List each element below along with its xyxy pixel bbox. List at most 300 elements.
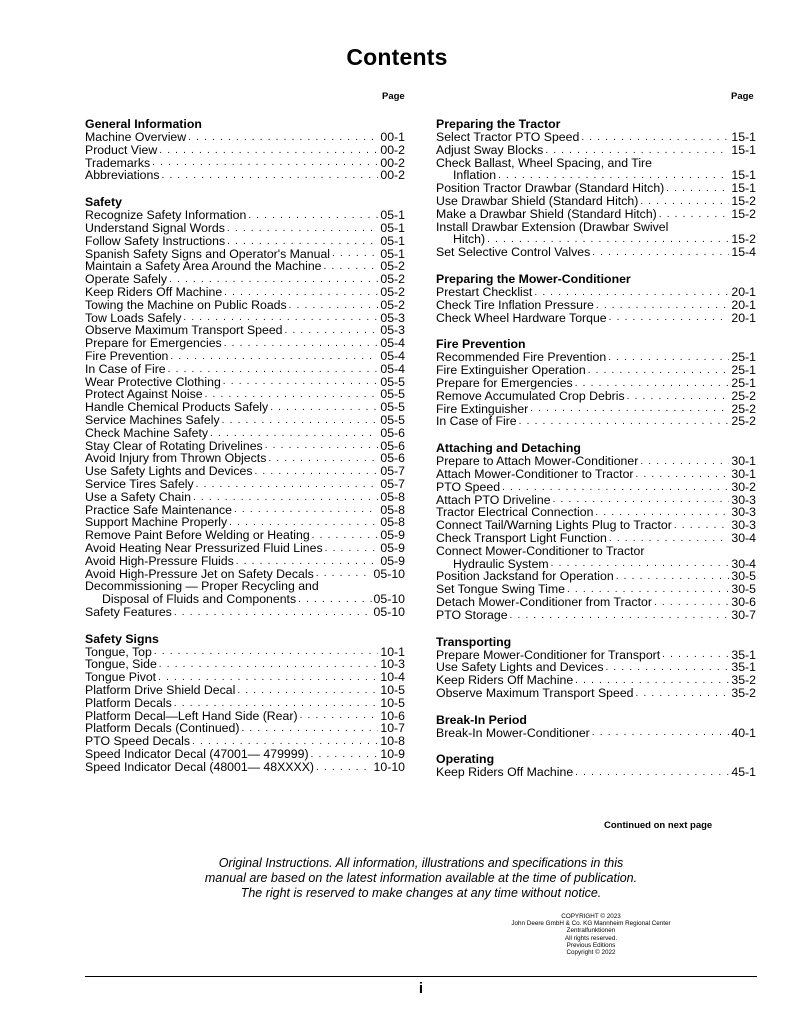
section-title: Preparing the Tractor — [436, 117, 561, 131]
entry-page: 05-1 — [380, 246, 405, 261]
entry-title: Prepare for Emergencies — [85, 336, 222, 351]
toc-entry[interactable] — [436, 286, 756, 299]
entry-page: 25-2 — [731, 401, 756, 416]
toc-entry[interactable] — [85, 350, 405, 363]
dot-leader — [640, 456, 729, 468]
entry-page: 00-2 — [380, 142, 405, 157]
toc-entry[interactable] — [436, 390, 756, 403]
toc-section — [436, 753, 756, 779]
entry-page: 05-5 — [380, 400, 405, 415]
toc-entry[interactable] — [436, 609, 756, 622]
dot-leader — [609, 533, 729, 545]
toc-entry[interactable] — [85, 529, 405, 542]
toc-entry[interactable] — [436, 312, 756, 325]
entry-page: 10-3 — [380, 657, 405, 672]
section-title: Fire Prevention — [436, 337, 526, 352]
dot-leader — [162, 170, 379, 182]
toc-entry[interactable] — [85, 286, 405, 299]
entry-title: Service Tires Safely — [85, 476, 194, 491]
entry-title: Towing the Machine on Public Roads — [85, 297, 287, 312]
toc-entry[interactable] — [85, 414, 405, 427]
entry-title: Use Drawbar Shield (Standard Hitch) — [436, 193, 639, 208]
entry-page: 25-1 — [731, 350, 756, 365]
entry-title: Spanish Safety Signs and Operator's Manual — [85, 246, 331, 261]
entry-page: 00-1 — [380, 130, 405, 144]
entry-page: 10-7 — [380, 721, 405, 736]
entry-page: 30-5 — [731, 582, 756, 597]
entry-title: Tongue, Top — [85, 644, 152, 659]
entry-page: 10-5 — [380, 695, 405, 710]
toc-right-column — [436, 118, 756, 793]
entry-title: Tongue, Side — [85, 657, 157, 672]
entry-title: Maintain a Safety Area Around the Machine — [85, 259, 322, 274]
entry-title: Attach Mower-Conditioner to Tractor — [436, 466, 634, 481]
entry-title: Recognize Safety Information — [85, 208, 247, 223]
toc-entry[interactable] — [85, 748, 405, 761]
entry-title: Platform Decals (Continued) — [85, 721, 240, 736]
entry-page: 05-4 — [380, 336, 405, 351]
entry-title: Prepare Mower-Conditioner for Transport — [436, 647, 661, 662]
entry-page: 15-2 — [731, 193, 756, 208]
entry-page: 05-3 — [380, 323, 405, 338]
dot-leader — [674, 520, 730, 532]
entry-title: Fire Extinguisher Operation — [436, 363, 586, 378]
entry-page: 05-6 — [380, 438, 405, 453]
entry-title: Avoid Injury from Thrown Objects — [85, 451, 267, 466]
dot-leader — [596, 300, 729, 312]
entry-title: Speed Indicator Decal (48001— 48XXXX) — [85, 759, 314, 774]
entry-page: 10-10 — [373, 759, 405, 774]
dot-leader — [174, 698, 379, 710]
toc-entry-multiline[interactable] — [436, 545, 756, 571]
dot-leader — [188, 132, 378, 144]
dot-leader — [592, 727, 730, 739]
entry-title: Prepare to Attach Mower-Conditioner — [436, 454, 639, 469]
entry-page: 05-8 — [380, 489, 405, 504]
entry-title: Position Jackstand for Operation — [436, 569, 614, 584]
entry-title: In Case of Fire — [436, 414, 517, 429]
entry-page: 10-9 — [380, 747, 405, 762]
entry-title: Trademarks — [85, 155, 151, 170]
entry-title: Fire Prevention — [85, 348, 169, 363]
entry-title: Select Tractor PTO Speed — [436, 130, 580, 144]
toc-section — [85, 196, 405, 619]
dot-leader — [227, 236, 378, 248]
entry-title: Check Machine Safety — [85, 425, 209, 440]
dot-leader — [168, 364, 379, 376]
dot-leader — [236, 556, 379, 568]
toc-entry[interactable] — [436, 727, 756, 740]
entry-page: 05-6 — [380, 451, 405, 466]
section-title: Attaching and Detaching — [436, 441, 581, 456]
entry-page: 05-10 — [373, 566, 405, 581]
entry-page: 20-1 — [731, 310, 756, 325]
toc-entry[interactable] — [436, 468, 756, 481]
page-number: i — [418, 980, 424, 997]
toc-entry[interactable] — [85, 131, 405, 144]
dot-leader — [627, 391, 730, 403]
entry-title: PTO Speed Decals — [85, 734, 191, 749]
entry-title: Break-In Mower-Conditioner — [436, 725, 590, 740]
toc-entry[interactable] — [436, 583, 756, 596]
toc-entry[interactable] — [85, 299, 405, 312]
toc-section — [436, 338, 756, 428]
section-title: Transporting — [436, 634, 512, 649]
entry-page: 35-1 — [731, 660, 756, 675]
entry-page: 25-2 — [731, 414, 756, 429]
entry-title: Tractor Electrical Connection — [436, 505, 594, 520]
entry-page: 05-4 — [380, 361, 405, 376]
entry-page: 30-4 — [731, 530, 756, 545]
entry-page: 10-4 — [380, 670, 405, 685]
entry-page: 15-1 — [731, 130, 756, 144]
entry-title: Use Safety Lights and Devices — [85, 464, 253, 479]
toc-entry[interactable] — [85, 465, 405, 478]
left-page-column-header: Page — [382, 91, 405, 102]
entry-page: 05-2 — [380, 284, 405, 299]
toc-entry[interactable] — [85, 761, 405, 774]
entry-title: Platform Decals — [85, 695, 172, 710]
entry-title: Practice Safe Maintenance — [85, 502, 232, 517]
toc-entry[interactable] — [436, 195, 756, 208]
toc-entry[interactable] — [436, 596, 756, 609]
entry-page: 30-3 — [731, 518, 756, 533]
publication-notice — [0, 856, 794, 901]
entry-page: 10-5 — [380, 683, 405, 698]
toc-entry[interactable] — [85, 697, 405, 710]
toc-entry[interactable] — [436, 377, 756, 390]
entry-page: 05-7 — [380, 464, 405, 479]
entry-title: Prepare for Emergencies — [436, 375, 573, 390]
entry-title: Platform Drive Shield Decal — [85, 683, 236, 698]
toc-entry[interactable] — [85, 555, 405, 568]
toc-entry[interactable] — [436, 674, 756, 687]
toc-entry[interactable] — [85, 491, 405, 504]
toc-entry[interactable] — [436, 131, 756, 144]
entry-page: 05-9 — [380, 528, 405, 543]
toc-entry[interactable] — [436, 299, 756, 312]
copyright-line: Previous Editions — [566, 941, 616, 949]
entry-page: 15-1 — [731, 181, 756, 196]
toc-left-column — [85, 118, 405, 788]
dot-leader — [270, 402, 378, 414]
entry-title: Attach PTO Driveline — [436, 492, 551, 507]
entry-page: 15-2 — [731, 232, 756, 247]
entry-title: Fire Extinguisher — [436, 401, 529, 416]
entry-title: Abbreviations — [85, 168, 160, 183]
toc-entry[interactable] — [436, 766, 756, 779]
entry-page: 05-1 — [380, 233, 405, 248]
entry-title: Speed Indicator Decal (47001— 479999) — [85, 747, 309, 762]
toc-entry[interactable] — [85, 478, 405, 491]
section-title: Preparing the Mower-Conditioner — [436, 271, 631, 286]
dot-leader — [248, 210, 378, 222]
entry-page: 40-1 — [731, 725, 756, 740]
dot-leader — [300, 710, 379, 722]
toc-section — [85, 118, 405, 182]
entry-title: Avoid High-Pressure Fluids — [85, 553, 234, 568]
entry-page: 05-2 — [380, 259, 405, 274]
entry-title: Keep Riders Off Machine — [85, 284, 223, 299]
entry-title: Stay Clear of Rotating Drivelines — [85, 438, 263, 453]
entry-title: Keep Riders Off Machine — [436, 765, 574, 780]
dot-leader — [268, 453, 378, 465]
entry-title: Check Transport Light Function — [436, 530, 607, 545]
entry-title: Understand Signal Words — [85, 220, 225, 235]
dot-leader — [575, 378, 730, 390]
dot-leader — [241, 723, 378, 735]
entry-page: 30-2 — [731, 479, 756, 494]
dot-leader — [609, 312, 730, 324]
entry-title: In Case of Fire — [85, 361, 166, 376]
toc-entry-multiline[interactable] — [436, 221, 756, 247]
entry-page: 05-7 — [380, 476, 405, 491]
entry-title: Product View — [85, 142, 158, 157]
dot-leader — [608, 352, 729, 364]
dot-leader — [265, 440, 379, 452]
entry-page: 00-2 — [380, 168, 405, 183]
entry-page: 05-9 — [380, 553, 405, 568]
entry-title: Recommended Fire Prevention — [436, 350, 607, 365]
section-title: General Information — [85, 117, 202, 131]
entry-title: Detach Mower-Conditioner from Tractor — [436, 594, 652, 609]
entry-page: 30-7 — [731, 607, 756, 622]
dot-leader — [159, 659, 379, 671]
entry-title: Prestart Checklist — [436, 284, 533, 299]
entry-page: 05-5 — [380, 374, 405, 389]
dot-leader — [324, 261, 379, 273]
entry-page: 05-2 — [380, 297, 405, 312]
copyright-line: COPYRIGHT © 2023 — [561, 913, 621, 920]
dot-leader — [666, 183, 729, 195]
entry-page: 05-3 — [380, 310, 405, 325]
dot-leader — [636, 688, 730, 700]
toc-entry[interactable] — [436, 144, 756, 157]
entry-page: 35-2 — [731, 685, 756, 700]
dot-leader — [588, 365, 730, 377]
dot-leader — [311, 749, 379, 761]
entry-title: Hitch) — [453, 232, 486, 247]
dot-leader — [510, 610, 730, 622]
dot-leader — [234, 504, 378, 516]
entry-page: 30-1 — [731, 466, 756, 481]
entry-page: 15-2 — [731, 206, 756, 221]
toc-entry[interactable] — [436, 415, 756, 428]
entry-page: 25-2 — [731, 388, 756, 403]
entry-title: Observe Maximum Transport Speed — [85, 323, 283, 338]
dot-leader — [298, 594, 371, 606]
notice-line: The right is reserved to make changes at any time without notice. — [240, 886, 602, 900]
dot-leader — [159, 145, 378, 157]
entry-page: 15-1 — [731, 142, 756, 157]
dot-leader — [196, 479, 379, 491]
entry-title: Follow Safety Instructions — [85, 233, 226, 248]
dot-leader — [222, 415, 379, 427]
notice-line: manual are based on the latest information available at the time of publication. — [204, 871, 638, 885]
toc-entry[interactable] — [436, 532, 756, 545]
entry-page: 35-1 — [731, 647, 756, 662]
footer-rule — [85, 976, 757, 977]
dot-leader — [227, 223, 378, 235]
entry-page: 05-10 — [373, 604, 405, 619]
entry-page: 05-5 — [380, 412, 405, 427]
entry-page: 10-1 — [380, 644, 405, 659]
toc-entry[interactable] — [85, 144, 405, 157]
entry-title: Platform Decal—Left Hand Side (Rear) — [85, 708, 298, 723]
entry-page: 05-10 — [373, 592, 405, 607]
toc-entry[interactable] — [85, 684, 405, 697]
entry-title: Remove Paint Before Welding or Heating — [85, 528, 310, 543]
toc-section — [436, 273, 756, 324]
entry-page: 05-4 — [380, 348, 405, 363]
entry-title: Support Machine Properly — [85, 515, 228, 530]
dot-leader — [210, 428, 378, 440]
entry-page: 00-2 — [380, 155, 405, 170]
entry-page: 05-2 — [380, 272, 405, 287]
entry-page: 20-1 — [731, 297, 756, 312]
entry-title: Operate Safely — [85, 272, 168, 287]
entry-title: PTO Storage — [436, 607, 508, 622]
toc-section — [436, 714, 756, 740]
copyright-line: Copyright © 2022 — [566, 949, 616, 957]
entry-page: 30-3 — [731, 492, 756, 507]
entry-title: Set Selective Control Valves — [436, 245, 591, 260]
toc-section — [85, 633, 405, 774]
dot-leader — [530, 403, 729, 415]
entry-page: 05-8 — [380, 502, 405, 517]
dot-leader — [316, 568, 372, 580]
dot-leader — [659, 209, 730, 221]
entry-page: 20-1 — [731, 284, 756, 299]
entry-title: PTO Speed — [436, 479, 501, 494]
entry-page: 30-3 — [731, 505, 756, 520]
toc-entry[interactable] — [85, 427, 405, 440]
toc-entry[interactable] — [85, 593, 405, 606]
toc-section — [436, 442, 756, 621]
dot-leader — [519, 416, 730, 428]
entry-title: Observe Maximum Transport Speed — [436, 685, 634, 700]
right-page-column-header: Page — [731, 91, 754, 102]
entry-title: Position Tractor Drawbar (Standard Hitch) — [436, 181, 665, 196]
dot-leader — [605, 662, 729, 674]
entry-page: 15-4 — [731, 245, 756, 260]
toc-entry[interactable] — [85, 542, 405, 555]
entry-title: Connect Tail/Warning Lights Plug to Tractor — [436, 518, 672, 533]
entry-title: Hydraulic System — [453, 556, 549, 571]
section-title: Break-In Period — [436, 712, 527, 727]
toc-entry[interactable] — [436, 687, 756, 700]
copyright-line: All rights reserved. — [564, 934, 618, 942]
entry-title: Safety Features — [85, 604, 172, 619]
entry-title: Use a Safety Chain — [85, 489, 191, 504]
entry-title: Protect Against Noise — [85, 387, 203, 402]
toc-entry[interactable] — [85, 222, 405, 235]
dot-leader — [174, 607, 372, 619]
dot-leader — [592, 247, 729, 259]
dot-leader — [223, 376, 379, 388]
entry-title: Use Safety Lights and Devices — [436, 660, 604, 675]
section-title: Safety — [85, 195, 122, 210]
entry-page: 10-6 — [380, 708, 405, 723]
dot-leader — [254, 466, 378, 478]
dot-leader — [502, 482, 729, 494]
dot-leader — [616, 571, 730, 583]
entry-title: Set Tongue Swing Time — [436, 582, 565, 597]
dot-leader — [285, 325, 379, 337]
copyright-line: John Deere GmbH & Co. KG Mannheim Regional Center — [511, 920, 671, 928]
toc-entry[interactable] — [436, 246, 756, 259]
toc-entry[interactable] — [85, 606, 405, 619]
entry-title: Wear Protective Clothing — [85, 374, 221, 389]
toc-entry[interactable] — [436, 481, 756, 494]
toc-entry[interactable] — [85, 235, 405, 248]
section-title: Safety Signs — [85, 631, 159, 646]
entry-page: 05-1 — [380, 220, 405, 235]
entry-title: Avoid Heating Near Pressurized Fluid Lines — [85, 540, 323, 555]
toc-entry[interactable] — [436, 208, 756, 221]
entry-title: Machine Overview — [85, 130, 187, 144]
entry-title: Install Drawbar Extension (Drawbar Swivel — [436, 219, 669, 234]
entry-page: 05-5 — [380, 387, 405, 402]
dot-leader — [662, 649, 729, 661]
entry-page: 30-5 — [731, 569, 756, 584]
dot-leader — [170, 351, 378, 363]
dot-leader — [581, 132, 729, 144]
entry-page: 25-1 — [731, 363, 756, 378]
entry-page: 05-6 — [380, 425, 405, 440]
entry-title: Avoid High-Pressure Jet on Safety Decals — [85, 566, 314, 581]
dot-leader — [640, 196, 729, 208]
toc-section — [436, 118, 756, 259]
notice-line: Original Instructions. All information, illustrations and specifications in this — [218, 856, 624, 870]
entry-page: 05-8 — [380, 515, 405, 530]
dot-leader — [636, 469, 730, 481]
entry-page: 10-8 — [380, 734, 405, 749]
toc-entry-multiline[interactable] — [436, 157, 756, 183]
toc-entry[interactable] — [85, 363, 405, 376]
dot-leader — [534, 287, 729, 299]
dot-leader — [237, 685, 378, 697]
dot-leader — [545, 145, 729, 157]
entry-title: Check Wheel Hardware Torque — [436, 310, 607, 325]
entry-title: Inflation — [453, 168, 497, 183]
entry-title: Decommissioning — Proper Recycling and — [85, 579, 319, 594]
entry-title: Adjust Sway Blocks — [436, 142, 544, 157]
entry-title: Remove Accumulated Crop Debris — [436, 388, 625, 403]
entry-title: Check Ballast, Wheel Spacing, and Tire — [436, 155, 652, 170]
dot-leader — [224, 287, 378, 299]
copyright-block — [460, 913, 722, 956]
page-title: Contents — [346, 44, 448, 70]
dot-leader — [332, 248, 378, 260]
entry-page: 25-1 — [731, 375, 756, 390]
dot-leader — [575, 767, 729, 779]
toc-entry[interactable] — [85, 169, 405, 182]
entry-page: 45-1 — [731, 765, 756, 780]
dot-leader — [654, 597, 729, 609]
dot-leader — [224, 338, 379, 350]
entry-title: Disposal of Fluids and Components — [102, 592, 297, 607]
toc-entry-multiline[interactable] — [85, 580, 405, 606]
dot-leader — [154, 646, 379, 658]
entry-title: Handle Chemical Products Safely — [85, 400, 269, 415]
entry-title: Keep Riders Off Machine — [436, 673, 574, 688]
toc-section — [436, 636, 756, 700]
toc-entry[interactable] — [436, 519, 756, 532]
entry-title: Make a Drawbar Shield (Standard Hitch) — [436, 206, 657, 221]
section-title: Operating — [436, 752, 495, 767]
dot-leader — [152, 157, 378, 169]
